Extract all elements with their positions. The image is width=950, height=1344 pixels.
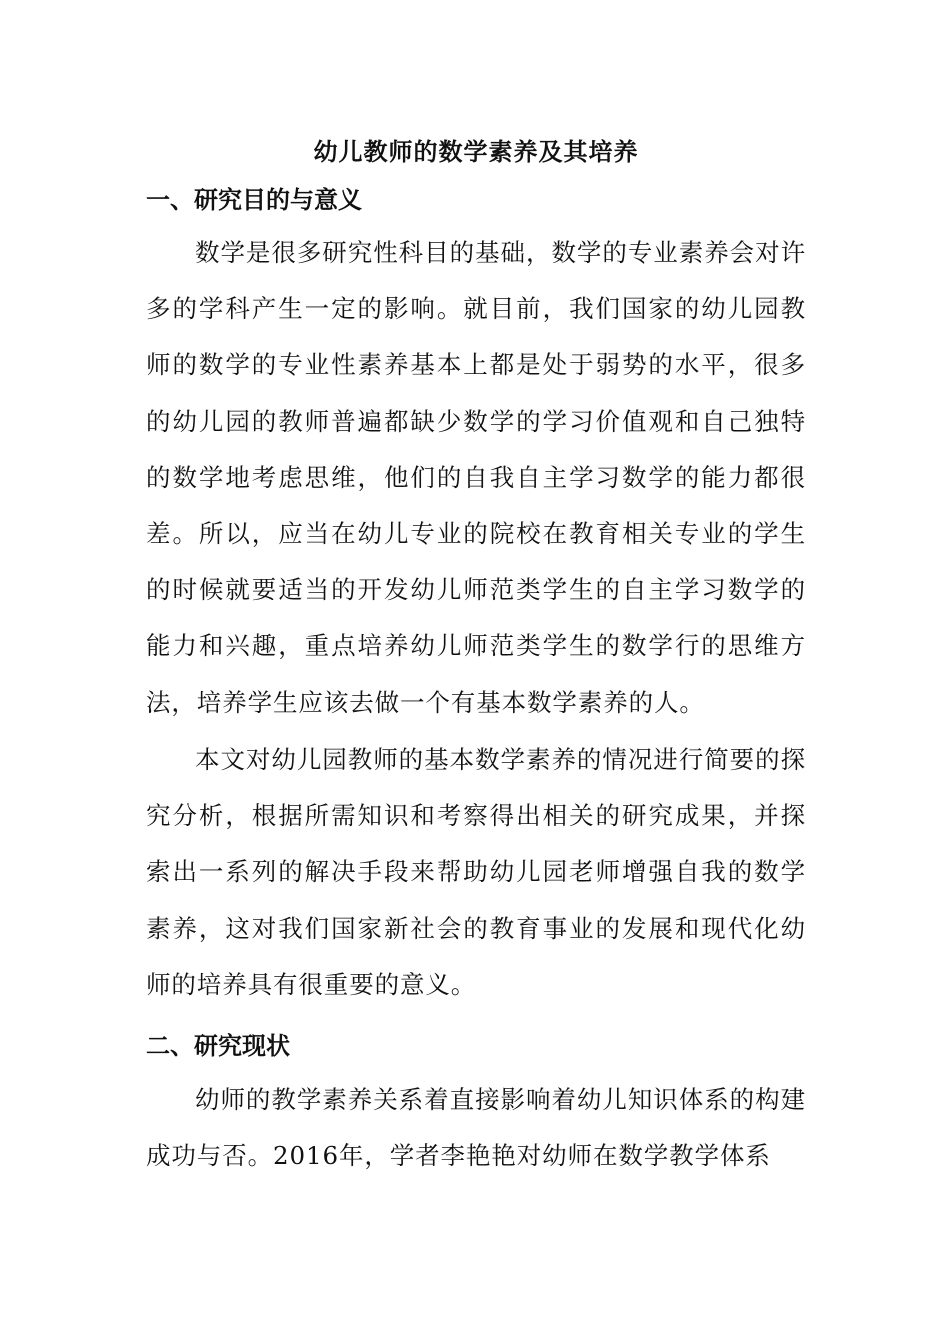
document-page (146, 0, 806, 1344)
section-heading-status: 二、研究现状 (146, 1032, 290, 1060)
paragraph-purpose-2: 本文对幼儿园教师的基本数学素养的情况进行简要的探究分析，根据所需知识和考察得出相关的研究成果，并探索出一系列的解决手段来帮助幼儿园老师增强自我的数学素养，这对我们国家新社会的教育事业的发展和现代化幼师的培养具有很重要的意义。 (146, 745, 806, 999)
document-title: 幼儿教师的数学素养及其培养 (313, 138, 639, 166)
section-heading-purpose: 一、研究目的与意义 (146, 186, 362, 214)
paragraph-purpose-1: 数学是很多研究性科目的基础，数学的专业素养会对许多的学科产生一定的影响。就目前，我们国家的幼儿园教师的数学的专业性素养基本上都是处于弱势的水平，很多的幼儿园的教师普遍都缺少数学的学习价值观和自己独特的数学地考虑思维，他们的自我自主学习数学的能力都很差。所以，应当在幼儿专业的院校在教育相关专业的学生的时候就要适当的开发幼儿师范类学生的自主学习数学的能力和兴趣，重点培养幼儿师范类学生的数学行的思维方法，培养学生应该去做一个有基本数学素养的人。 (146, 238, 806, 717)
paragraph-status-1: 幼师的教学素养关系着直接影响着幼儿知识体系的构建成功与否。2016年，学者李艳艳对幼师在数学教学体系 (146, 1085, 806, 1171)
